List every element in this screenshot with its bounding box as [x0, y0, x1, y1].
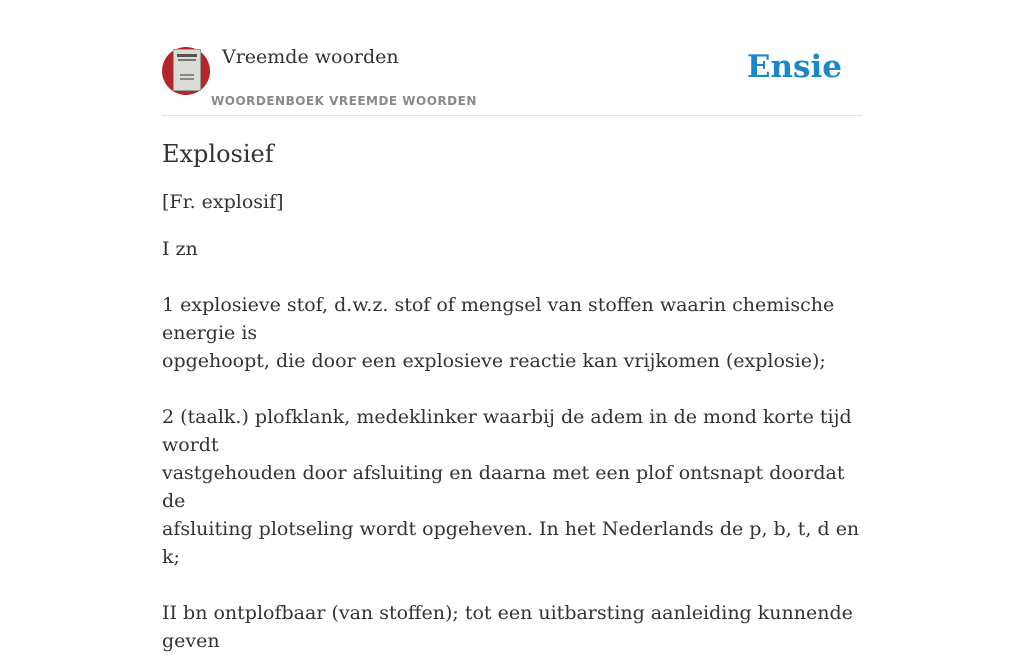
- definition-line: [162, 571, 862, 599]
- dictionary-subtitle: WOORDENBOEK VREEMDE WOORDEN: [211, 94, 477, 108]
- entry-etymology: [Fr. explosif]: [162, 191, 284, 213]
- definition-line: II bn ontplofbaar (van stoffen); tot een uitbarsting aanleiding kunnende geven: [162, 602, 853, 652]
- definition-line: afsluiting plotseling wordt opgeheven. In het Nederlands de p, b, t, d en k;: [162, 518, 860, 568]
- definition-line: I zn: [162, 238, 198, 260]
- definition-line: [162, 375, 862, 403]
- definition-line: [162, 263, 862, 291]
- definition-line: 2 (taalk.) plofklank, medeklinker waarbij de adem in de mond korte tijd wordt: [162, 406, 852, 456]
- entry-term: Explosief: [162, 140, 274, 168]
- ensie-logo-link[interactable]: Ensie: [746, 49, 842, 85]
- dictionary-title-link[interactable]: Vreemde woorden: [222, 46, 399, 68]
- entry-definition: [162, 235, 862, 655]
- definition-line: opgehoopt, die door een explosieve reactie kan vrijkomen (explosie);: [162, 350, 826, 372]
- book-cover: [173, 49, 201, 91]
- dictionary-header: [162, 44, 862, 116]
- definition-line: 1 explosieve stof, d.w.z. stof of mengsel van stoffen waarin chemische energie is: [162, 294, 835, 344]
- book-cover-icon[interactable]: [162, 47, 210, 95]
- definition-line: vastgehouden door afsluiting en daarna met een plof ontsnapt doordat de: [162, 462, 845, 512]
- entry-content: [162, 136, 862, 655]
